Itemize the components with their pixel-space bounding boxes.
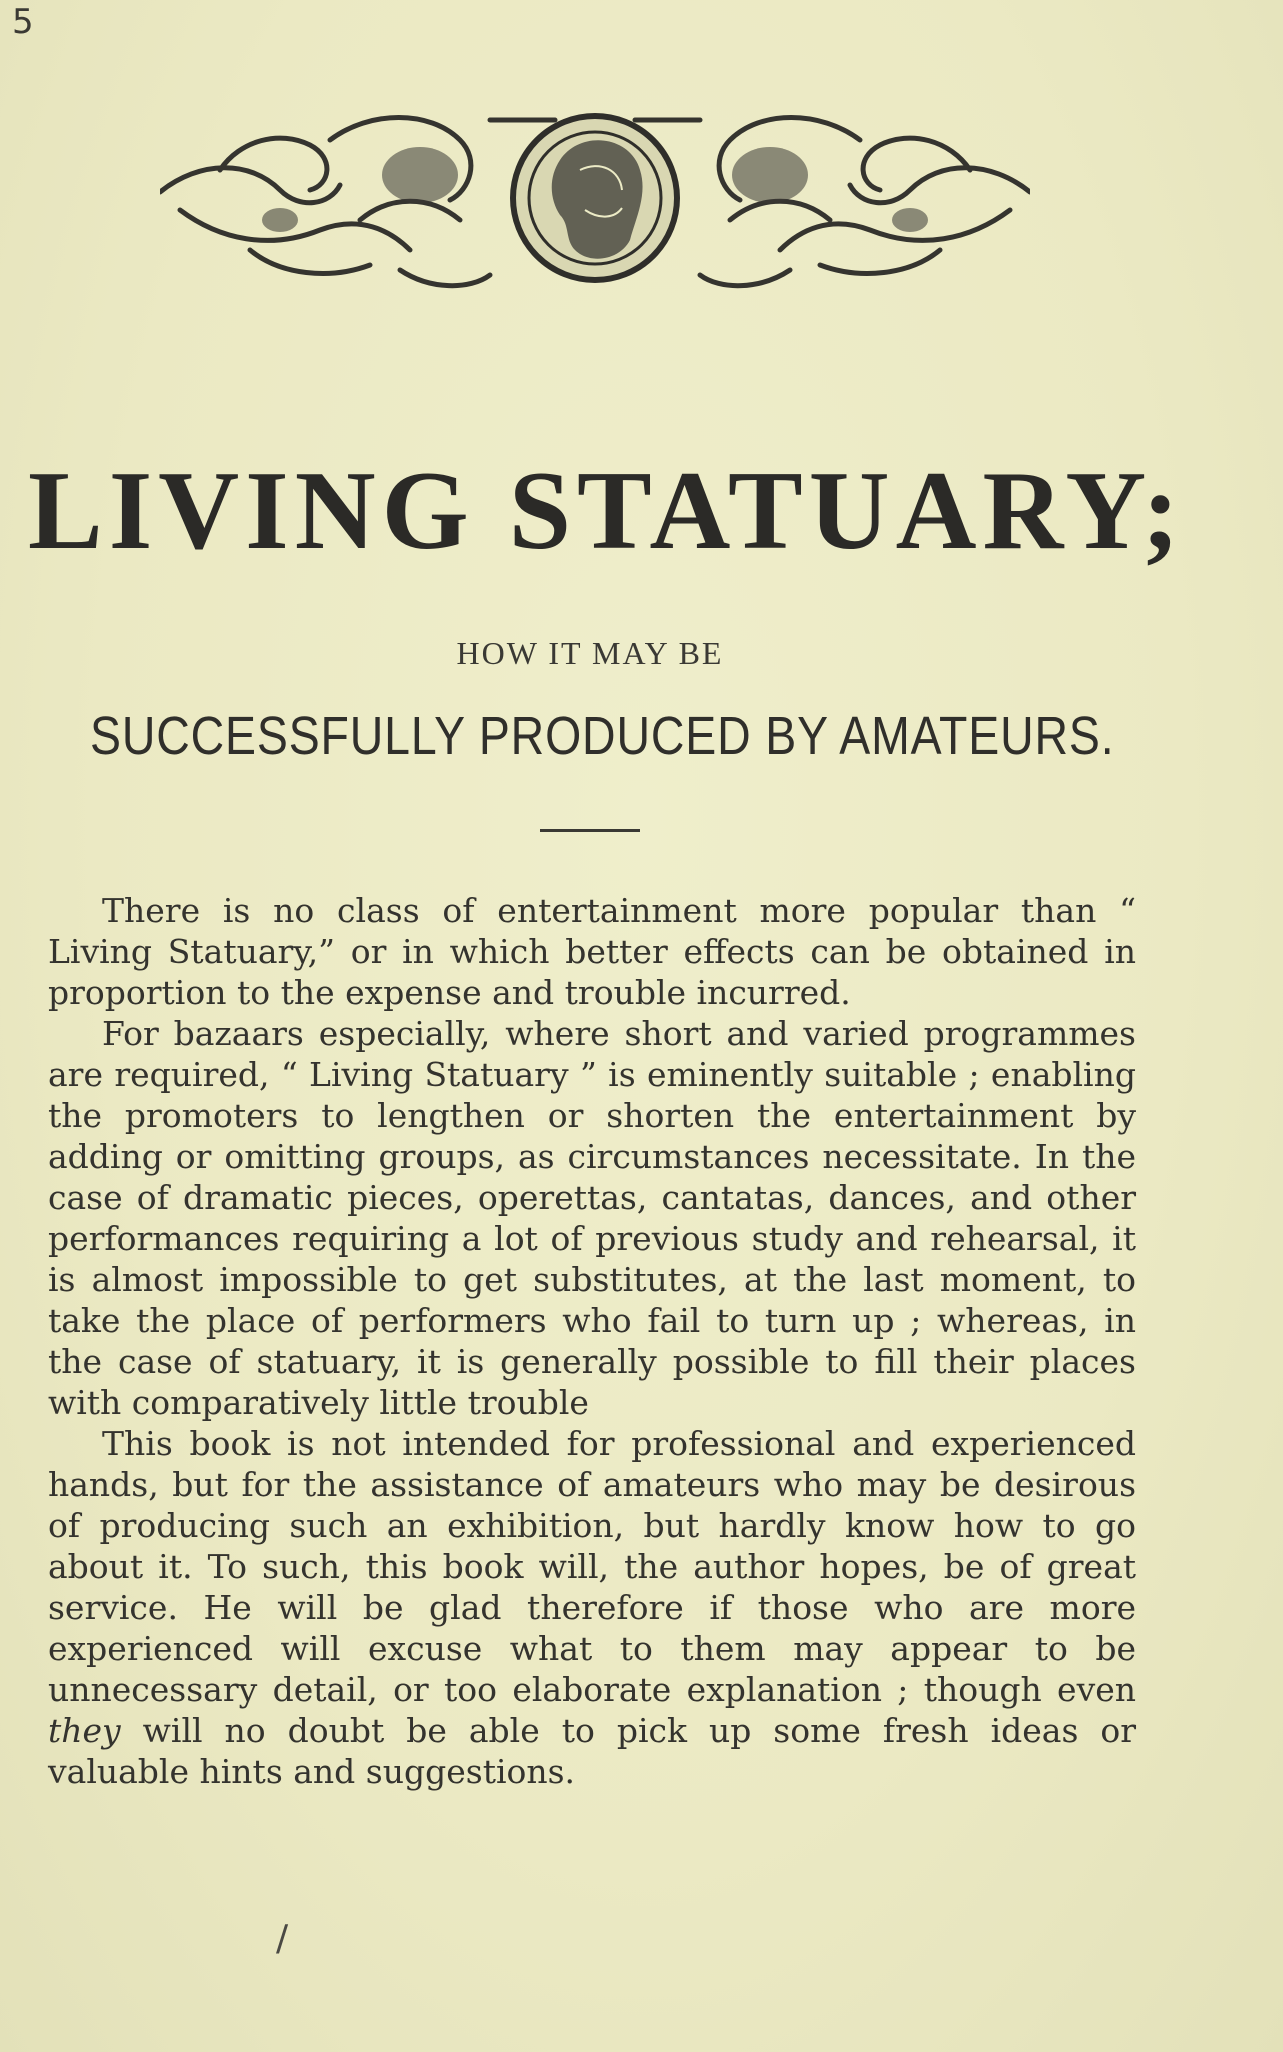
footer-mark: / bbox=[276, 1918, 289, 1959]
section-divider bbox=[540, 829, 640, 832]
paragraph-3-text-after: will no doubt be able to pick up some fresh ideas or valuable hints and suggestions. bbox=[48, 1711, 1136, 1791]
page-corner-mark: 5 bbox=[12, 2, 34, 42]
paragraph-1: There is no class of entertainment more popular than “ Living Statuary,” or in which better effects can be obtained in proportion to the expense and trouble incurred. bbox=[48, 891, 1136, 1012]
ornamental-headpiece-icon bbox=[160, 100, 1030, 310]
paragraph-3-text-before: This book is not intended for professional and experienced hands, but for the assistance of amateurs who may be desirous of producing such an exhibition, but hardly know how to go about it. To such, this book will, the author hopes, be of great service. He will be glad therefore if those who are more experienced will excuse what to them may appear to be unnecessary detail, or too elaborate explanation ; though even bbox=[48, 1424, 1136, 1709]
tagline: SUCCESSFULLY PRODUCED BY AMATEURS. bbox=[90, 706, 1115, 766]
emphasis-they: they bbox=[48, 1711, 121, 1750]
paragraph-3 bbox=[48, 1423, 1136, 1792]
subtitle: HOW IT MAY BE bbox=[456, 635, 724, 671]
paragraph-2: For bazaars especially, where short and varied programmes are required, “ Living Statuary ” is eminently suitable ; enabling the promoters to lengthen or shorten the entertainment by adding or omitting groups, as circumstances necessitate. In the case of dramatic pieces, operettas, cantatas, dances, and other performances requiring a lot of previous study and rehearsal, it is almost impossible to get substitutes, at the last moment, to take the place of performers who fail to turn up ; whereas, in the case of statuary, it is generally possible to fill their places with comparatively little trouble bbox=[48, 1014, 1136, 1422]
page-title: LIVING STATUARY; bbox=[28, 449, 1186, 573]
body-text bbox=[48, 890, 1136, 1792]
